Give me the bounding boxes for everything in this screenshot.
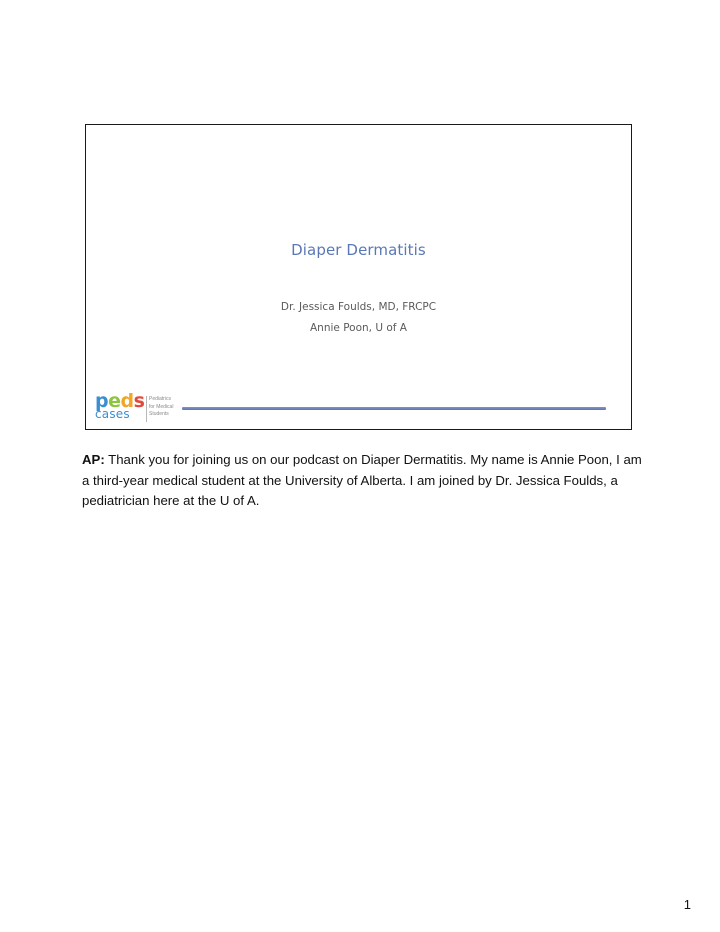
slide-title: Diaper Dermatitis bbox=[291, 241, 426, 259]
slide-author-secondary: Annie Poon, U of A bbox=[309, 322, 407, 334]
slide-author-primary: Dr. Jessica Foulds, MD, FRCPC bbox=[280, 301, 437, 313]
speaker-notes-text: Thank you for joining us on our podcast on Diaper Dermatitis. My name is Annie Poon, I am a third-year medical student at the University of Alberta. I am joined by Dr. Jessica Foulds, a pediatrician here at the U of A. bbox=[82, 452, 642, 508]
logo-word-cases: cases bbox=[95, 407, 130, 421]
logo-divider bbox=[146, 396, 147, 422]
logo-tagline: Pediatrics for Medical Students bbox=[149, 396, 174, 417]
pedscases-logo bbox=[95, 390, 179, 425]
slide-thumbnail bbox=[85, 124, 632, 430]
page-number: 1 bbox=[683, 897, 691, 912]
logo-word-peds: peds bbox=[95, 390, 145, 412]
speaker-notes bbox=[82, 450, 642, 512]
speaker-label: AP: bbox=[82, 452, 105, 467]
slide-footer-rule bbox=[182, 407, 606, 410]
